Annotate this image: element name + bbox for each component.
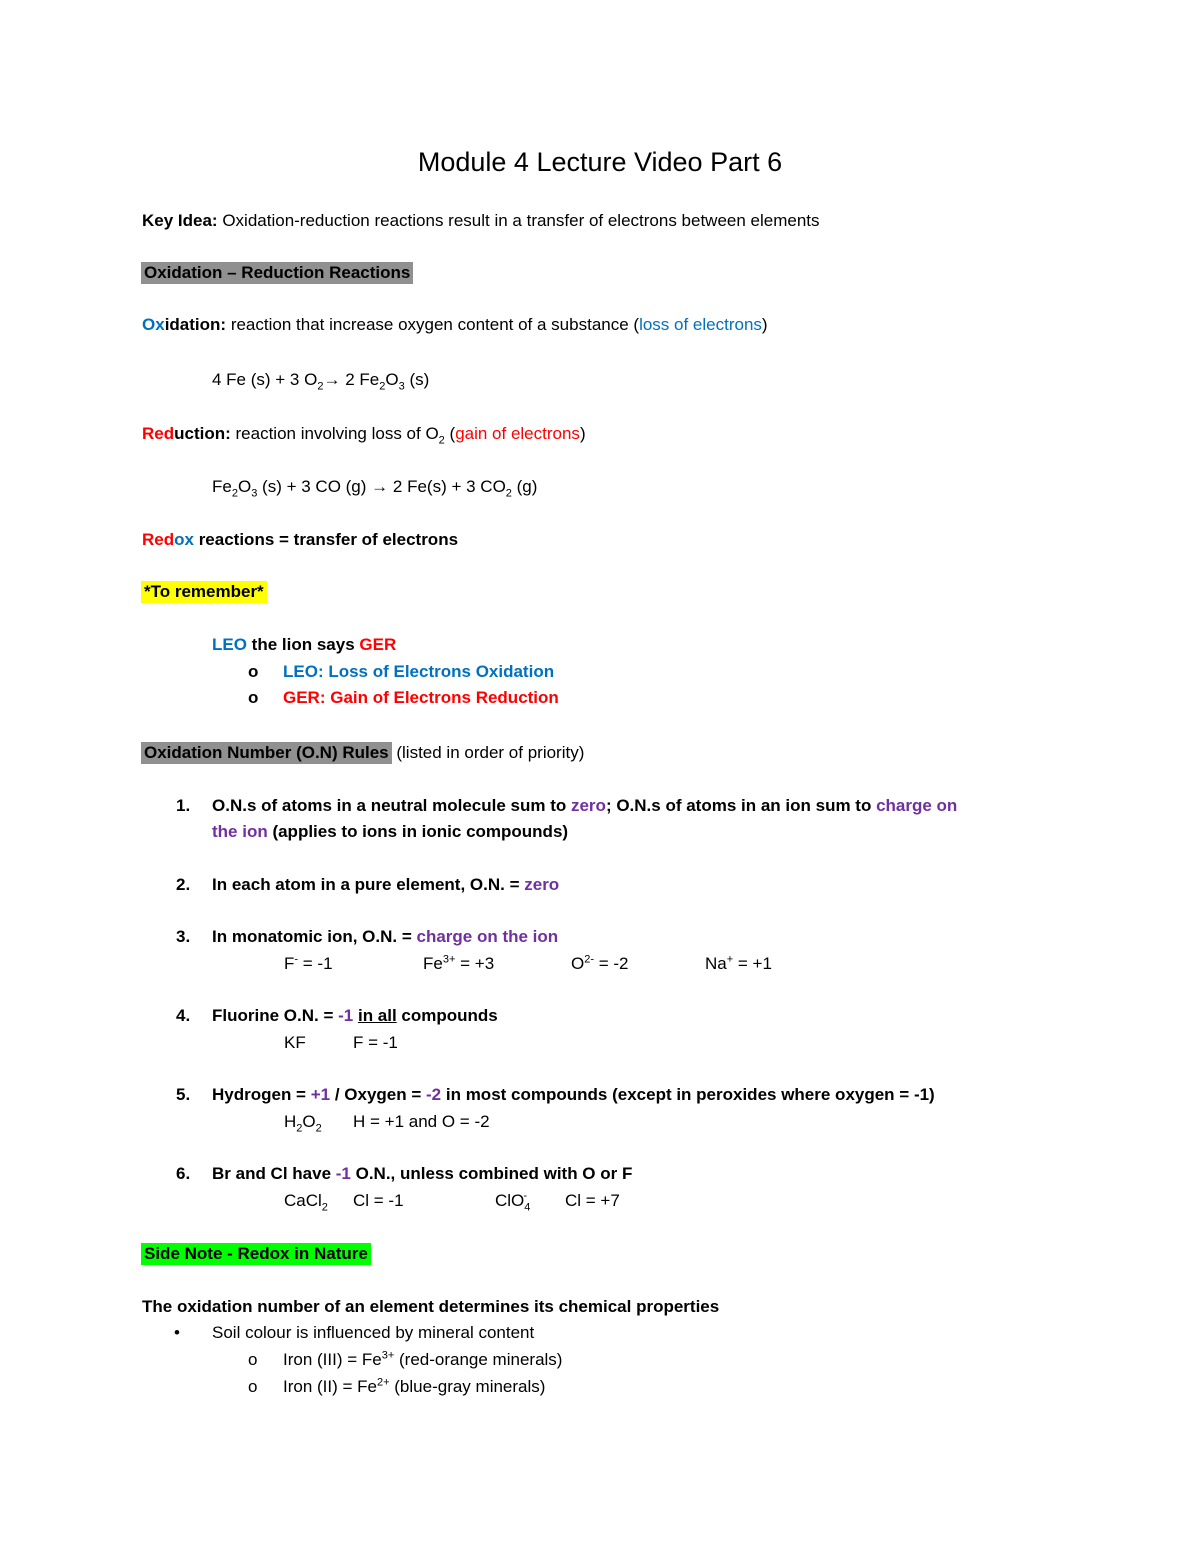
section-heading-redox: Oxidation – Reduction Reactions: [141, 263, 413, 283]
rule-5-example-values: H = +1 and O = -2: [353, 1112, 490, 1131]
to-remember-heading: *To remember*: [141, 582, 267, 602]
rule-6-example-clo4-value: Cl = +7: [565, 1191, 620, 1210]
rule-1-continued: the ion (applies to ions in ionic compounds): [212, 822, 569, 841]
equation-iron-oxidation: 4 Fe (s) + 3 $O_2\to 2$ $Fe_2O_3$ (s): [212, 370, 430, 393]
rule-2: 2. In each atom in a pure element, O.N. = zero: [176, 875, 560, 894]
rule-3-example-fe: $Fe^{3+} = +3$: [423, 953, 495, 973]
rule-6-example-clo4: ClO$_4$-: [495, 1190, 531, 1214]
rule-5: 5. Hydrogen = +1 / Oxygen = -2 in most compounds (except in peroxides where oxygen = -1): [176, 1085, 935, 1104]
rule-3-example-na: Na+ = +1: [705, 953, 772, 973]
key-idea-text: Oxidation-reduction reactions result in a transfer of electrons between elements: [222, 211, 820, 230]
equation-iron-reduction: $Fe_2O_3$ (s) + 3 CO (g) → 2 Fe(s) + 3 $CO_2$ (g): [212, 477, 538, 500]
rule-5-example-h2o2: $H_2O_2$: [284, 1112, 322, 1135]
rule-4: 4. Fluorine O.N. = -1 in all compounds: [176, 1006, 498, 1025]
nature-bullet: • Soil colour is influenced by mineral content: [174, 1323, 535, 1342]
rule-3-example-o: $O^{2-} = -2$: [571, 953, 629, 973]
nature-sub-bullet-iron-ii: o Iron $(II) = Fe^{2+}$ (blue-gray minerals): [248, 1376, 546, 1396]
bullet-circle-icon: o: [248, 662, 259, 681]
redox-definition: Redox reactions = transfer of electrons: [142, 530, 459, 549]
key-idea-label: Key Idea:: [142, 211, 218, 230]
bullet-circle-icon: o: [248, 1350, 258, 1369]
rule-6-example-cl-value: Cl = -1: [353, 1191, 404, 1210]
reduction-definition: Reduction: reaction involving loss of $O_2$ (gain of electrons): [142, 424, 586, 447]
rule-6: 6. Br and Cl have -1 O.N., unless combined with O or F: [176, 1164, 633, 1183]
nature-heading: The oxidation number of an element determines its chemical properties: [142, 1297, 720, 1316]
nature-sub-bullet-iron-iii: o Iron $(III) = Fe^{3+}$ (red-orange minerals): [248, 1349, 563, 1369]
rule-4-example-kf: KF: [284, 1033, 306, 1052]
oxidation-definition: Oxidation: reaction that increase oxygen content of a substance (loss of electrons): [142, 315, 768, 334]
mnemonic-bullet-leo: o LEO: Loss of Electrons Oxidation: [248, 662, 555, 681]
rule-3: 3. In monatomic ion, O.N. = charge on the ion: [176, 927, 559, 946]
side-note-heading: Side Note - Redox in Nature: [141, 1244, 371, 1264]
arrow-icon: →: [371, 477, 389, 496]
arrow-icon: →: [323, 370, 341, 389]
page-title: Module 4 Lecture Video Part 6: [417, 147, 783, 177]
mnemonic-bullet-ger: o GER: Gain of Electrons Reduction: [248, 688, 559, 707]
rule-3-example-f: F- = -1: [284, 953, 333, 973]
rule-4-example-value: F = -1: [353, 1033, 398, 1052]
mnemonic-line: LEO the lion says GER: [212, 635, 397, 654]
rule-6-example-cacl2: CaCl$_2$: [284, 1191, 328, 1214]
bullet-dot-icon: •: [174, 1323, 180, 1342]
bullet-circle-icon: o: [248, 1377, 258, 1396]
rule-1: 1. O.N.s of atoms in a neutral molecule sum to zero; O.N.s of atoms in an ion sum to charge on: [176, 796, 958, 815]
section-heading-on-rules: Oxidation Number (O.N) Rules (listed in order of priority): [141, 743, 584, 763]
bullet-circle-icon: o: [248, 688, 259, 707]
key-idea-line: [142, 211, 820, 231]
